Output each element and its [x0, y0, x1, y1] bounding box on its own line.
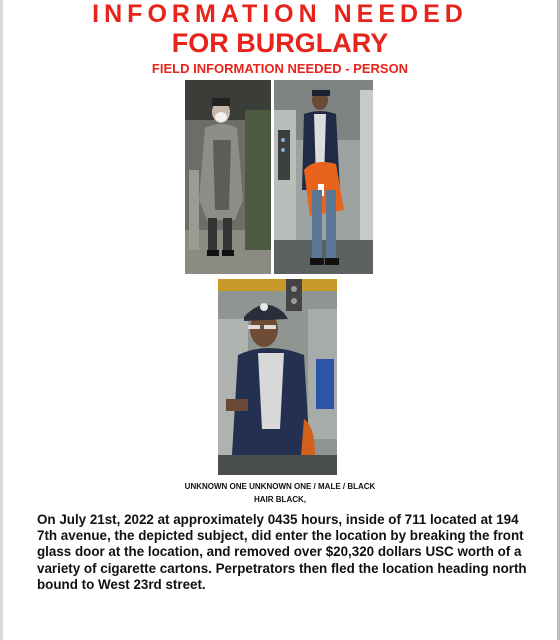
- subtitle-field-information: FIELD INFORMATION NEEDED - PERSON: [151, 61, 409, 76]
- surveillance-photo-1: [185, 80, 271, 274]
- title-for-burglary: FOR BURGLARY: [171, 28, 389, 58]
- subject-caption-line2: HAIR BLACK,: [254, 495, 306, 504]
- surveillance-photo-2: [274, 80, 373, 274]
- incident-description: On July 21st, 2022 at approximately 0435 hours, inside of 711 located at 194 7th avenue, the depicted subject, did enter the location by breaking the front glass door at the location, and removed over $20,320 dollars USC worth of a variety of cigarette cartons. Perpetrators then fled the location heading north bound to West 23rd street.: [37, 512, 527, 592]
- title-information-needed: INFORMATION NEEDED: [92, 0, 468, 28]
- surveillance-photo-3: [218, 279, 337, 475]
- subject-caption-line1: UNKNOWN ONE UNKNOWN ONE / MALE / BLACK: [184, 482, 376, 491]
- page-edge-left: [0, 0, 3, 640]
